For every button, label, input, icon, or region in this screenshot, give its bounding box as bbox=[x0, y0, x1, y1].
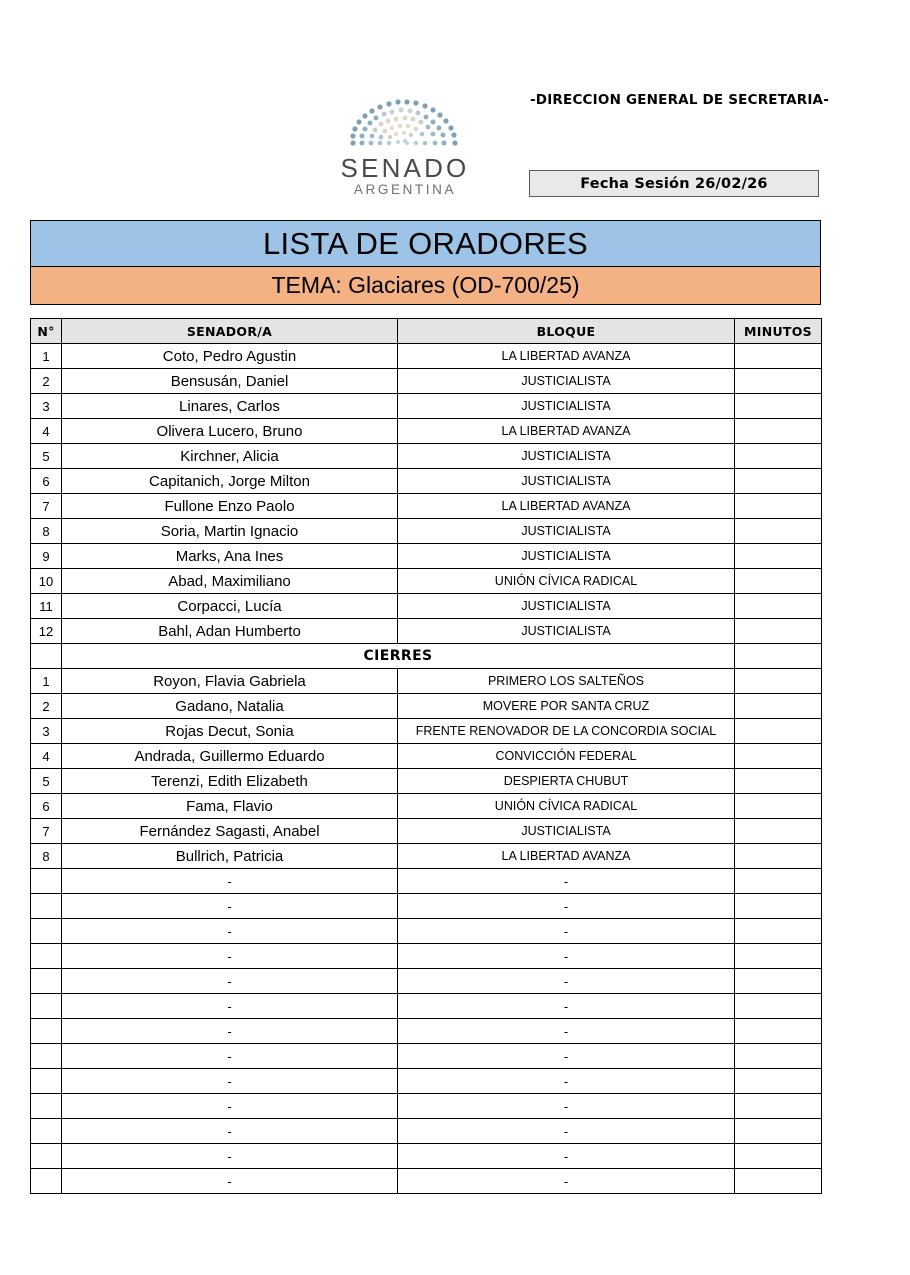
cell-minutos[interactable] bbox=[735, 1044, 822, 1069]
cell-minutos[interactable] bbox=[735, 844, 822, 869]
cell-senador: - bbox=[62, 969, 398, 994]
cell-minutos[interactable] bbox=[735, 744, 822, 769]
cell-numero bbox=[31, 919, 62, 944]
document-header bbox=[0, 0, 910, 212]
table-row bbox=[31, 669, 822, 694]
cell-senador: Terenzi, Edith Elizabeth bbox=[62, 769, 398, 794]
cell-numero bbox=[31, 894, 62, 919]
cell-minutos[interactable] bbox=[735, 819, 822, 844]
cell-minutos[interactable] bbox=[735, 694, 822, 719]
cell-bloque: - bbox=[398, 894, 735, 919]
cell-minutos[interactable] bbox=[735, 794, 822, 819]
table-row-empty bbox=[31, 969, 822, 994]
cell-senador: Bullrich, Patricia bbox=[62, 844, 398, 869]
cell-bloque: - bbox=[398, 919, 735, 944]
cell-minutos[interactable] bbox=[735, 919, 822, 944]
table-row-empty bbox=[31, 1119, 822, 1144]
cell-minutos[interactable] bbox=[735, 569, 822, 594]
cell-bloque: - bbox=[398, 1094, 735, 1119]
cell-numero: 1 bbox=[31, 669, 62, 694]
table-row bbox=[31, 794, 822, 819]
cell-numero bbox=[31, 644, 62, 669]
table-row bbox=[31, 694, 822, 719]
cell-numero: 3 bbox=[31, 394, 62, 419]
cell-bloque: DESPIERTA CHUBUT bbox=[398, 769, 735, 794]
cell-numero: 7 bbox=[31, 494, 62, 519]
cell-senador: Marks, Ana Ines bbox=[62, 544, 398, 569]
cell-senador: Fernández Sagasti, Anabel bbox=[62, 819, 398, 844]
table-row bbox=[31, 394, 822, 419]
senate-dome-icon bbox=[347, 96, 463, 154]
table-row bbox=[31, 719, 822, 744]
cell-bloque: LA LIBERTAD AVANZA bbox=[398, 344, 735, 369]
table-row-empty bbox=[31, 944, 822, 969]
cell-minutos[interactable] bbox=[735, 619, 822, 644]
cell-numero bbox=[31, 994, 62, 1019]
logo-subtitle: ARGENTINA bbox=[353, 182, 457, 197]
cell-bloque: UNIÓN CÍVICA RADICAL bbox=[398, 569, 735, 594]
cell-minutos[interactable] bbox=[735, 1169, 822, 1194]
cell-bloque: JUSTICIALISTA bbox=[398, 444, 735, 469]
cell-senador: - bbox=[62, 919, 398, 944]
table-row-empty bbox=[31, 1019, 822, 1044]
cell-senador: - bbox=[62, 1169, 398, 1194]
cell-minutos[interactable] bbox=[735, 1019, 822, 1044]
cell-senador: - bbox=[62, 1094, 398, 1119]
cell-senador: Corpacci, Lucía bbox=[62, 594, 398, 619]
cell-senador: Royon, Flavia Gabriela bbox=[62, 669, 398, 694]
cell-bloque: JUSTICIALISTA bbox=[398, 544, 735, 569]
table-row bbox=[31, 744, 822, 769]
cell-numero: 3 bbox=[31, 719, 62, 744]
cell-minutos[interactable] bbox=[735, 444, 822, 469]
table-row bbox=[31, 494, 822, 519]
cell-minutos[interactable] bbox=[735, 894, 822, 919]
cell-bloque: LA LIBERTAD AVANZA bbox=[398, 844, 735, 869]
cell-numero: 6 bbox=[31, 794, 62, 819]
senado-argentina-logo bbox=[335, 96, 475, 201]
session-date-box: Fecha Sesión 26/02/26 bbox=[529, 170, 819, 197]
cell-minutos[interactable] bbox=[735, 519, 822, 544]
cell-minutos[interactable] bbox=[735, 594, 822, 619]
cell-bloque: - bbox=[398, 994, 735, 1019]
cell-minutos[interactable] bbox=[735, 469, 822, 494]
cell-bloque: JUSTICIALISTA bbox=[398, 594, 735, 619]
cell-numero: 9 bbox=[31, 544, 62, 569]
cell-bloque: JUSTICIALISTA bbox=[398, 819, 735, 844]
cell-senador: - bbox=[62, 1144, 398, 1169]
table-row-empty bbox=[31, 894, 822, 919]
cell-senador: Bahl, Adan Humberto bbox=[62, 619, 398, 644]
cell-bloque: JUSTICIALISTA bbox=[398, 519, 735, 544]
cell-bloque: JUSTICIALISTA bbox=[398, 619, 735, 644]
cell-numero: 12 bbox=[31, 619, 62, 644]
table-row-empty bbox=[31, 1144, 822, 1169]
section-label-cierres: CIERRES bbox=[62, 644, 735, 669]
cell-senador: Rojas Decut, Sonia bbox=[62, 719, 398, 744]
cell-bloque: LA LIBERTAD AVANZA bbox=[398, 419, 735, 444]
cell-senador: Soria, Martin Ignacio bbox=[62, 519, 398, 544]
cell-bloque: - bbox=[398, 969, 735, 994]
cell-numero bbox=[31, 1169, 62, 1194]
table-row bbox=[31, 344, 822, 369]
cell-senador: - bbox=[62, 1069, 398, 1094]
cell-numero: 5 bbox=[31, 769, 62, 794]
table-row bbox=[31, 544, 822, 569]
cell-senador: Bensusán, Daniel bbox=[62, 369, 398, 394]
cell-numero: 10 bbox=[31, 569, 62, 594]
cell-senador: Kirchner, Alicia bbox=[62, 444, 398, 469]
cell-bloque: - bbox=[398, 944, 735, 969]
cell-bloque: JUSTICIALISTA bbox=[398, 369, 735, 394]
column-header-bloque: BLOQUE bbox=[398, 319, 735, 344]
cell-numero: 7 bbox=[31, 819, 62, 844]
cell-numero: 2 bbox=[31, 694, 62, 719]
cell-minutos[interactable] bbox=[735, 369, 822, 394]
cell-minutos[interactable] bbox=[735, 344, 822, 369]
table-row-empty bbox=[31, 1169, 822, 1194]
table-row bbox=[31, 819, 822, 844]
cell-senador: - bbox=[62, 1019, 398, 1044]
cell-senador: - bbox=[62, 1119, 398, 1144]
cell-minutos[interactable] bbox=[735, 494, 822, 519]
cell-numero: 8 bbox=[31, 844, 62, 869]
cell-senador: - bbox=[62, 869, 398, 894]
table-header-row bbox=[31, 319, 822, 344]
cell-bloque: FRENTE RENOVADOR DE LA CONCORDIA SOCIAL bbox=[398, 719, 735, 744]
table-row bbox=[31, 594, 822, 619]
cell-senador: Coto, Pedro Agustin bbox=[62, 344, 398, 369]
cell-bloque: PRIMERO LOS SALTEÑOS bbox=[398, 669, 735, 694]
cell-numero: 6 bbox=[31, 469, 62, 494]
cell-minutos[interactable] bbox=[735, 1094, 822, 1119]
cell-senador: Olivera Lucero, Bruno bbox=[62, 419, 398, 444]
cell-minutos[interactable] bbox=[735, 644, 822, 669]
cell-bloque: - bbox=[398, 1144, 735, 1169]
cell-minutos[interactable] bbox=[735, 944, 822, 969]
cell-minutos[interactable] bbox=[735, 544, 822, 569]
cell-minutos[interactable] bbox=[735, 669, 822, 694]
cell-minutos[interactable] bbox=[735, 969, 822, 994]
cell-senador: Abad, Maximiliano bbox=[62, 569, 398, 594]
cell-bloque: LA LIBERTAD AVANZA bbox=[398, 494, 735, 519]
cell-minutos[interactable] bbox=[735, 769, 822, 794]
table-row-empty bbox=[31, 1044, 822, 1069]
table-row bbox=[31, 369, 822, 394]
cell-minutos[interactable] bbox=[735, 394, 822, 419]
table-row bbox=[31, 444, 822, 469]
cell-bloque: JUSTICIALISTA bbox=[398, 469, 735, 494]
table-body bbox=[31, 344, 822, 1194]
cell-numero bbox=[31, 869, 62, 894]
cell-numero: 2 bbox=[31, 369, 62, 394]
department-title: -DIRECCION GENERAL DE SECRETARIA- bbox=[530, 92, 830, 108]
list-title-banner: LISTA DE ORADORES bbox=[30, 220, 821, 267]
cell-bloque: - bbox=[398, 1169, 735, 1194]
table-row bbox=[31, 419, 822, 444]
cell-senador: Capitanich, Jorge Milton bbox=[62, 469, 398, 494]
cell-minutos[interactable] bbox=[735, 1069, 822, 1094]
cell-numero bbox=[31, 1044, 62, 1069]
table-row bbox=[31, 844, 822, 869]
cell-numero: 11 bbox=[31, 594, 62, 619]
table-row-empty bbox=[31, 1094, 822, 1119]
cell-numero: 5 bbox=[31, 444, 62, 469]
cell-bloque: UNIÓN CÍVICA RADICAL bbox=[398, 794, 735, 819]
cell-numero bbox=[31, 1144, 62, 1169]
table-row bbox=[31, 619, 822, 644]
table-row bbox=[31, 569, 822, 594]
cell-minutos[interactable] bbox=[735, 1144, 822, 1169]
cell-senador: - bbox=[62, 1044, 398, 1069]
cell-numero bbox=[31, 1069, 62, 1094]
banner-group bbox=[30, 220, 821, 305]
section-divider-row bbox=[31, 644, 822, 669]
cell-bloque: - bbox=[398, 1019, 735, 1044]
topic-banner: TEMA: Glaciares (OD-700/25) bbox=[30, 267, 821, 305]
cell-bloque: CONVICCIÓN FEDERAL bbox=[398, 744, 735, 769]
cell-bloque: MOVERE POR SANTA CRUZ bbox=[398, 694, 735, 719]
table-row-empty bbox=[31, 919, 822, 944]
cell-senador: - bbox=[62, 944, 398, 969]
cell-numero bbox=[31, 944, 62, 969]
cell-minutos[interactable] bbox=[735, 994, 822, 1019]
cell-numero: 8 bbox=[31, 519, 62, 544]
cell-numero bbox=[31, 1119, 62, 1144]
cell-numero bbox=[31, 1019, 62, 1044]
cell-numero: 4 bbox=[31, 419, 62, 444]
cell-bloque: - bbox=[398, 1069, 735, 1094]
cell-senador: Andrada, Guillermo Eduardo bbox=[62, 744, 398, 769]
table-row bbox=[31, 469, 822, 494]
cell-senador: Fullone Enzo Paolo bbox=[62, 494, 398, 519]
cell-bloque: - bbox=[398, 869, 735, 894]
table-row-empty bbox=[31, 994, 822, 1019]
table-row bbox=[31, 769, 822, 794]
table-row-empty bbox=[31, 869, 822, 894]
cell-numero bbox=[31, 1094, 62, 1119]
cell-minutos[interactable] bbox=[735, 869, 822, 894]
cell-senador: Gadano, Natalia bbox=[62, 694, 398, 719]
cell-bloque: - bbox=[398, 1044, 735, 1069]
cell-minutos[interactable] bbox=[735, 419, 822, 444]
cell-minutos[interactable] bbox=[735, 719, 822, 744]
table-row-empty bbox=[31, 1069, 822, 1094]
column-header-senador: SENADOR/A bbox=[62, 319, 398, 344]
cell-senador: - bbox=[62, 894, 398, 919]
cell-minutos[interactable] bbox=[735, 1119, 822, 1144]
cell-bloque: JUSTICIALISTA bbox=[398, 394, 735, 419]
cell-numero: 1 bbox=[31, 344, 62, 369]
table-row bbox=[31, 519, 822, 544]
cell-bloque: - bbox=[398, 1119, 735, 1144]
column-header-minutos: MINUTOS bbox=[735, 319, 822, 344]
cell-senador: Linares, Carlos bbox=[62, 394, 398, 419]
cell-senador: Fama, Flavio bbox=[62, 794, 398, 819]
column-header-numero: N° bbox=[31, 319, 62, 344]
cell-senador: - bbox=[62, 994, 398, 1019]
cell-numero: 4 bbox=[31, 744, 62, 769]
speakers-table bbox=[30, 318, 822, 1194]
cell-numero bbox=[31, 969, 62, 994]
logo-wordmark: SENADO bbox=[340, 153, 470, 183]
